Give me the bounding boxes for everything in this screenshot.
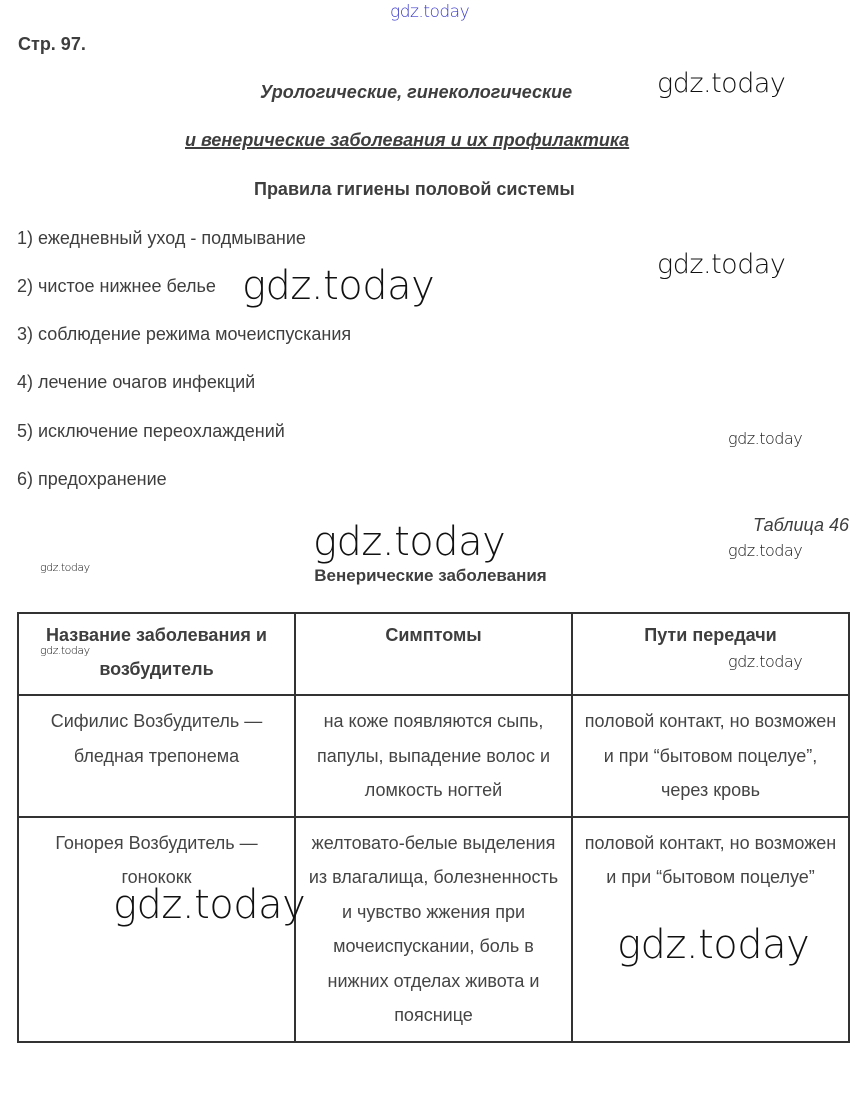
cell-symptoms: желтовато-белые выделения из влагалища, болезненность и чувство жжения при мочеиспускании, боль в нижних отделах живота и пояснице	[295, 817, 572, 1042]
table-title: Венерические заболевания	[314, 566, 547, 585]
watermark: gdz.today	[40, 561, 90, 574]
table-row	[18, 695, 849, 817]
section-subtitle: Правила гигиены половой системы	[254, 179, 575, 199]
table-caption: Таблица 46	[752, 515, 849, 535]
header-transmission: Пути передачи	[572, 613, 849, 695]
watermark: gdz.today	[657, 68, 786, 99]
watermark: gdz.today	[390, 2, 470, 22]
rule-item: 1) ежедневный уход - подмывание	[17, 228, 306, 248]
watermark: gdz.today	[617, 922, 810, 968]
rule-item: 4) лечение очагов инфекций	[17, 372, 256, 392]
watermark: gdz.today	[242, 263, 435, 309]
watermark: gdz.today	[313, 519, 506, 565]
watermark: gdz.today	[40, 644, 90, 657]
watermark: gdz.today	[113, 882, 306, 928]
title-line-1: Урологические, гинекологические	[260, 82, 573, 102]
diseases-table	[17, 612, 850, 1043]
rule-item: 5) исключение переохлаждений	[17, 421, 285, 441]
table-header-row	[18, 613, 849, 695]
rule-item: 3) соблюдение режима мочеиспускания	[17, 324, 352, 344]
watermark: gdz.today	[728, 541, 803, 560]
cell-symptoms: на коже появляются сыпь, папулы, выпадение волос и ломкость ногтей	[295, 695, 572, 817]
page-number: Стр. 97.	[18, 34, 86, 54]
header-disease: Название заболевания и возбудитель	[18, 613, 295, 695]
watermark: gdz.today	[657, 249, 786, 280]
rule-item: 2) чистое нижнее белье	[17, 276, 216, 296]
header-symptoms: Симптомы	[295, 613, 572, 695]
cell-transmission: половой контакт, но возможен и при “бытовом поцелуе”	[572, 817, 849, 1042]
watermark: gdz.today	[728, 652, 803, 671]
title-line-2: и венерические заболевания и их профилактика	[185, 130, 630, 150]
cell-disease: Гонорея Возбудитель — гонококк	[18, 817, 295, 1042]
rule-item: 6) предохранение	[17, 469, 167, 489]
watermark: gdz.today	[728, 429, 803, 448]
cell-transmission: половой контакт, но возможен и при “бытовом поцелуе”, через кровь	[572, 695, 849, 817]
cell-disease: Сифилис Возбудитель — бледная трепонема	[18, 695, 295, 817]
